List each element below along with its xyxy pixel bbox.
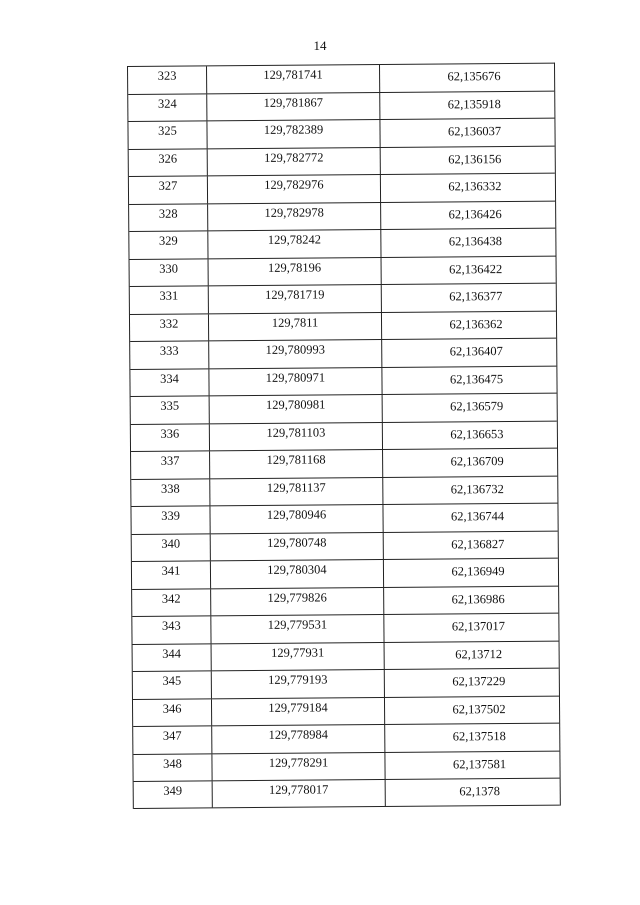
point-number-cell: 349	[134, 781, 213, 808]
table-row	[131, 421, 557, 452]
table-row	[130, 366, 556, 397]
latitude-cell: 62,136949	[451, 564, 505, 579]
table-row	[130, 311, 556, 342]
longitude-cell: 129,778017	[213, 780, 386, 807]
longitude-cell: 129,778291	[212, 752, 385, 780]
longitude-cell: 129,780946	[210, 505, 383, 533]
longitude-cell: 129,780993	[209, 340, 382, 368]
latitude-cell: 62,136156	[448, 151, 502, 166]
table-row	[128, 119, 554, 150]
longitude-cell: 129,782772	[208, 148, 381, 176]
latitude-cell: 62,136438	[448, 234, 503, 249]
table-row	[130, 339, 556, 370]
longitude-cell: 129,781168	[210, 450, 383, 478]
latitude-cell: 62,136475	[449, 371, 504, 386]
longitude-cell: 129,779826	[211, 587, 384, 615]
table-row	[128, 64, 554, 95]
table-row	[133, 641, 559, 672]
latitude-cell: 62,136422	[448, 261, 503, 276]
page-number: 14	[313, 38, 327, 53]
latitude-cell: 62,137518	[452, 729, 506, 744]
table-row	[129, 146, 555, 177]
table-row	[132, 614, 558, 645]
longitude-cell: 129,780748	[211, 532, 384, 560]
latitude-cell: 62,136732	[450, 481, 504, 496]
table-row	[131, 476, 557, 507]
point-number-cell: 347	[133, 726, 212, 753]
longitude-cell: 129,781741	[207, 65, 380, 93]
point-number-cell: 340	[132, 534, 211, 561]
longitude-cell: 129,778984	[212, 725, 385, 753]
table-row	[132, 586, 558, 617]
latitude-cell: 62,136653	[450, 426, 504, 441]
latitude-cell: 62,1378	[459, 784, 501, 799]
table-row	[133, 724, 559, 755]
longitude-cell: 129,782976	[208, 175, 381, 203]
latitude-cell: 62,13712	[455, 646, 503, 661]
point-number-cell: 333	[130, 341, 209, 368]
table-row	[131, 394, 557, 425]
point-number-cell: 326	[129, 149, 208, 176]
longitude-cell: 129,781719	[209, 285, 382, 313]
point-number-cell: 334	[130, 369, 209, 396]
coordinates-table	[127, 63, 561, 809]
table-row	[130, 284, 556, 315]
point-number-cell: 335	[131, 396, 210, 423]
longitude-cell: 129,780971	[209, 368, 382, 396]
longitude-cell: 129,7811	[209, 313, 382, 341]
longitude-cell: 129,780304	[211, 560, 384, 588]
table-row	[133, 696, 559, 727]
longitude-cell: 129,782389	[207, 120, 380, 148]
longitude-cell: 129,780981	[210, 395, 383, 423]
latitude-cell: 62,136037	[447, 124, 502, 139]
point-number-cell: 337	[131, 451, 210, 478]
table-row	[130, 256, 556, 287]
point-number-cell: 344	[133, 644, 212, 671]
table-row	[132, 531, 558, 562]
point-number-cell: 343	[132, 616, 211, 643]
point-number-cell: 323	[128, 66, 207, 93]
longitude-cell: 129,78242	[208, 230, 381, 258]
latitude-cell: 62,136986	[451, 591, 505, 606]
longitude-cell: 129,779531	[211, 615, 384, 643]
latitude-cell: 62,136709	[450, 454, 504, 469]
latitude-cell: 62,137581	[452, 756, 507, 771]
point-number-cell: 346	[133, 699, 212, 726]
latitude-cell: 62,137502	[452, 701, 506, 716]
latitude-cell: 62,136407	[449, 344, 503, 359]
point-number-cell: 341	[132, 561, 211, 588]
table-row	[129, 201, 555, 232]
point-number-cell: 342	[132, 589, 211, 616]
longitude-cell: 129,779193	[212, 670, 385, 698]
table-row	[129, 229, 555, 260]
point-number-cell: 336	[131, 424, 210, 451]
longitude-cell: 129,78196	[209, 258, 382, 286]
longitude-cell: 129,782978	[208, 203, 381, 231]
table-row	[128, 91, 554, 122]
longitude-cell: 129,781867	[207, 93, 380, 121]
point-number-cell: 332	[130, 314, 209, 341]
point-number-cell: 348	[133, 754, 212, 781]
point-number-cell: 325	[128, 121, 207, 148]
table-row	[134, 779, 560, 809]
table-row	[133, 751, 559, 782]
latitude-cell: 62,135918	[447, 96, 501, 111]
latitude-cell: 62,136362	[449, 316, 503, 331]
point-number-cell: 324	[128, 94, 207, 121]
latitude-cell: 62,137229	[452, 674, 506, 689]
point-number-cell: 328	[129, 204, 208, 231]
latitude-cell: 62,136827	[451, 536, 505, 551]
point-number-cell: 331	[130, 286, 209, 313]
latitude-cell: 62,135676	[447, 69, 501, 84]
point-number-cell: 338	[131, 479, 210, 506]
point-number-cell: 339	[131, 506, 210, 533]
table-row	[131, 449, 557, 480]
point-number-cell: 327	[129, 176, 208, 203]
table-row	[129, 174, 555, 205]
latitude-cell: 62,136426	[448, 206, 502, 221]
latitude-cell: 62,136579	[450, 399, 504, 414]
table-row	[133, 669, 559, 700]
latitude-cell: 62,137017	[451, 619, 506, 634]
latitude-cell: 62,136744	[450, 509, 505, 524]
point-number-cell: 330	[130, 259, 209, 286]
point-number-cell: 329	[129, 231, 208, 258]
longitude-cell: 129,781103	[210, 423, 383, 451]
latitude-cell: 62,136332	[448, 179, 502, 194]
table-row	[131, 504, 557, 535]
longitude-cell: 129,77931	[212, 642, 385, 670]
longitude-cell: 129,779184	[212, 697, 385, 725]
longitude-cell: 129,781137	[210, 478, 383, 506]
table-row	[132, 559, 558, 590]
point-number-cell: 345	[133, 671, 212, 698]
latitude-cell: 62,136377	[449, 289, 503, 304]
